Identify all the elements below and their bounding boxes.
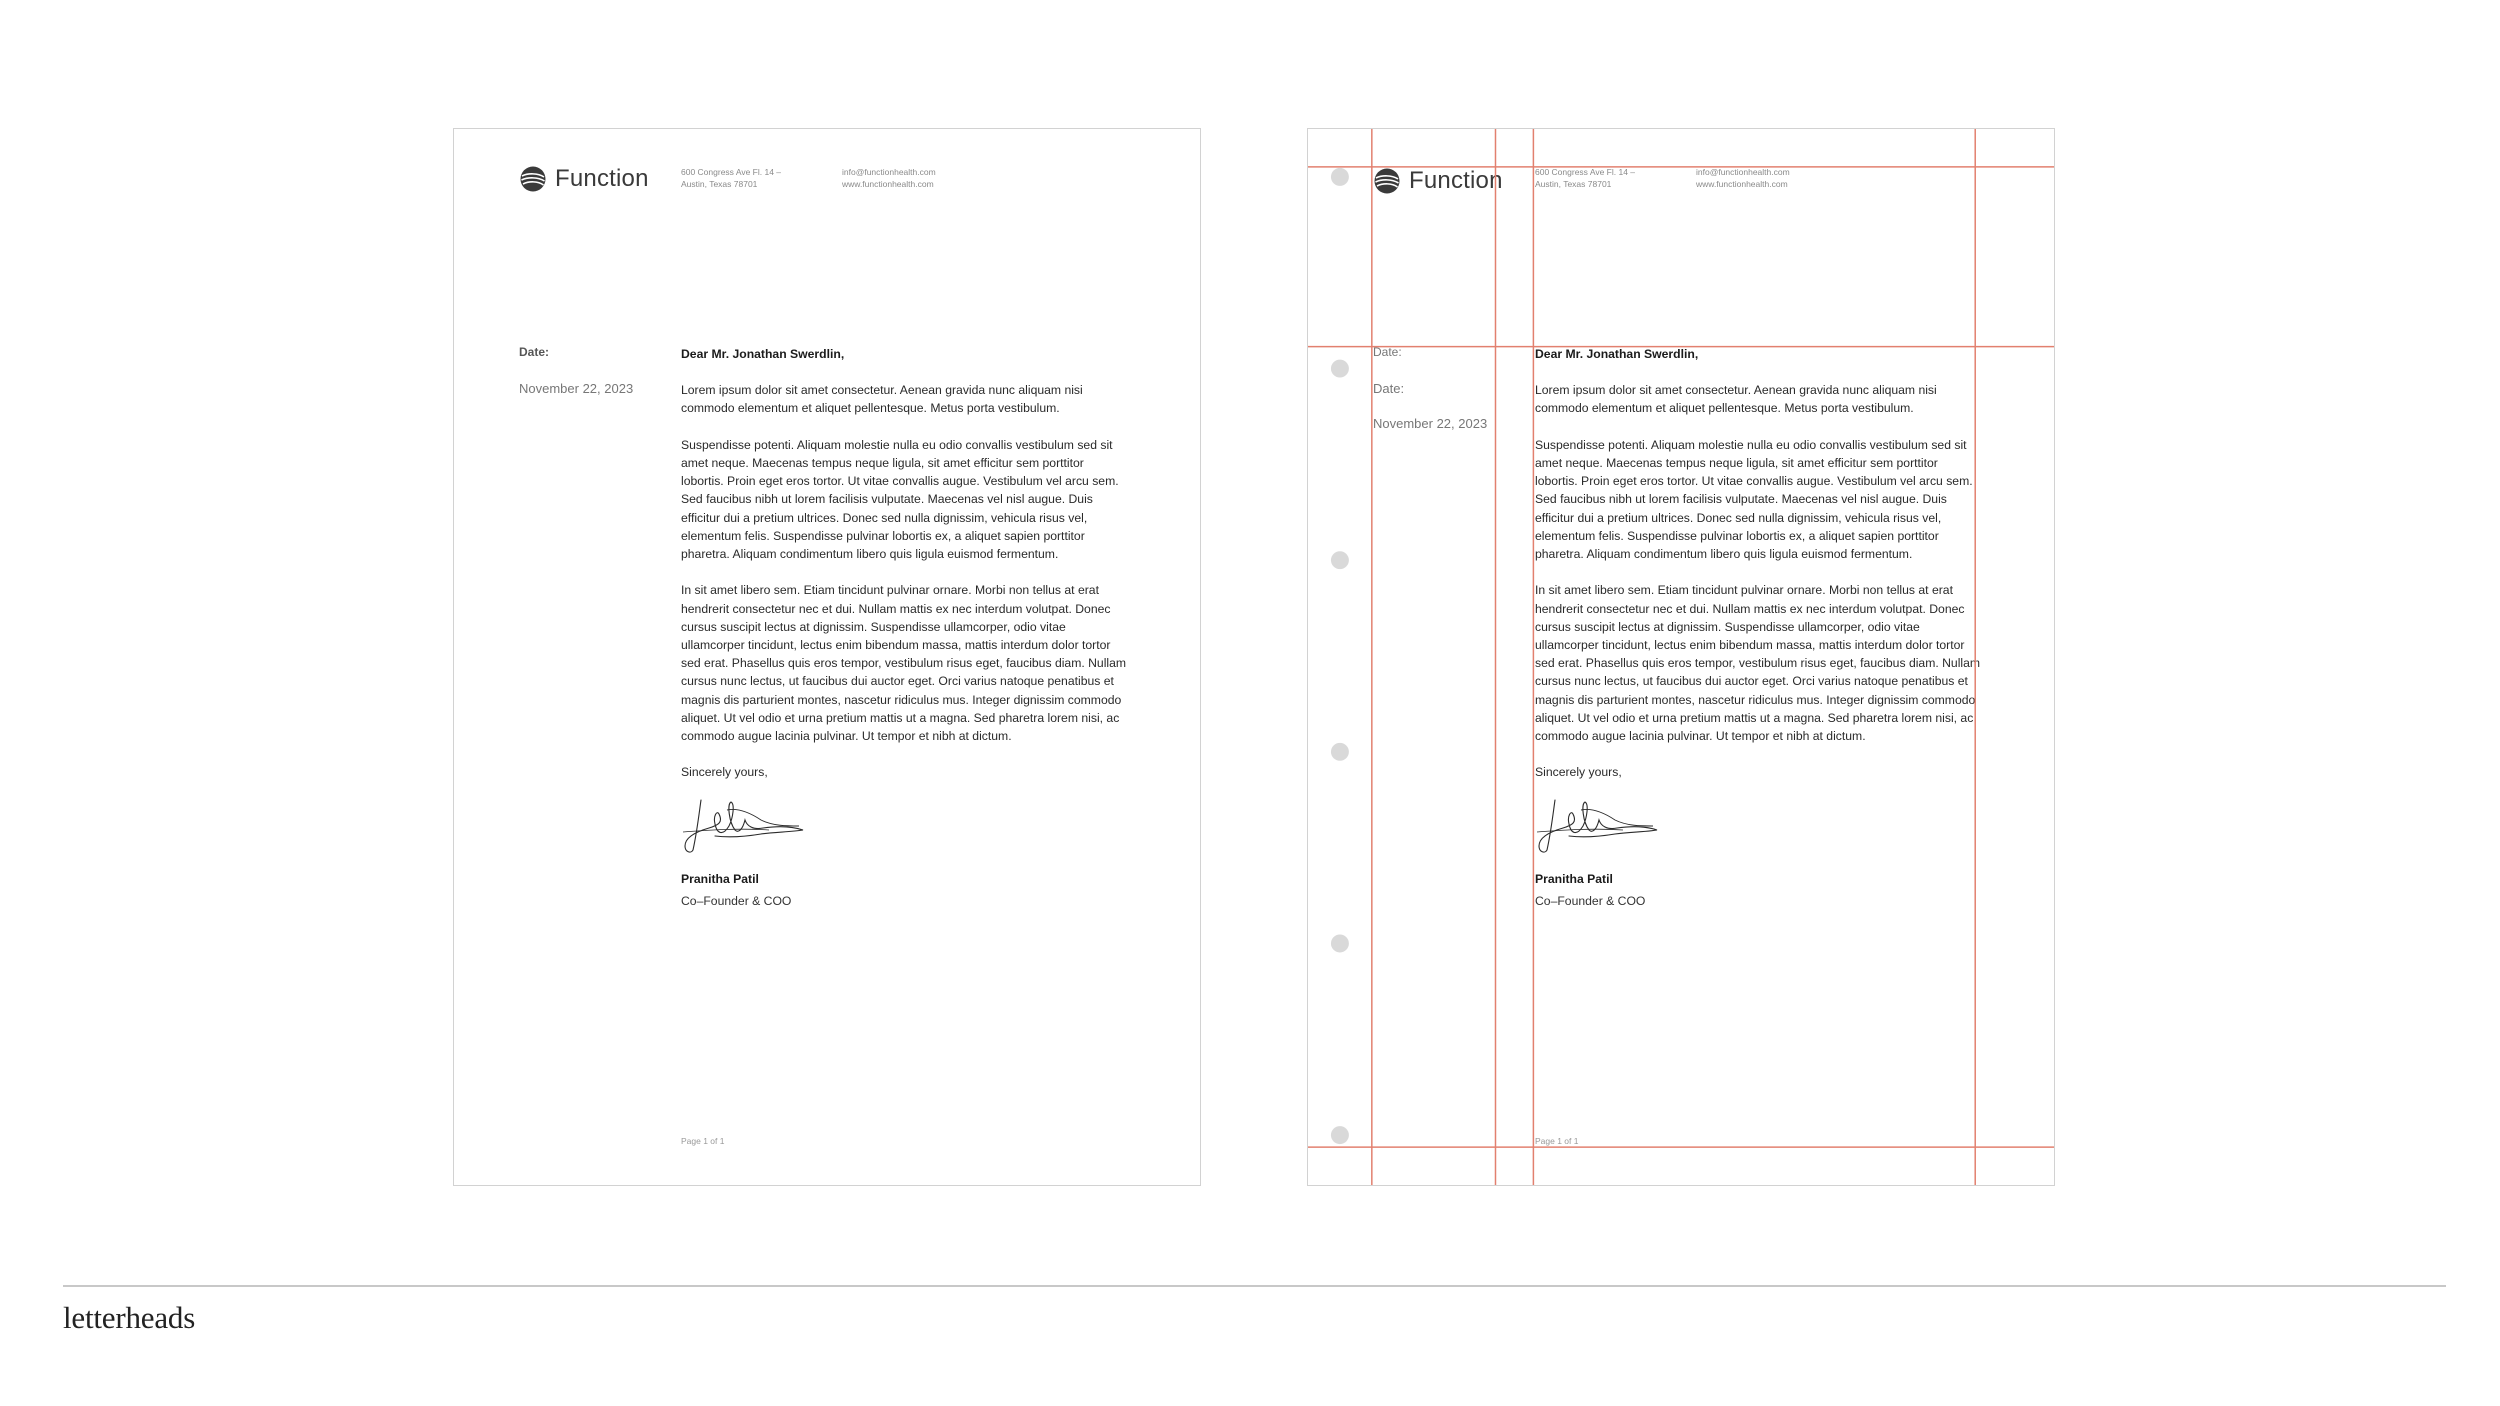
salutation: Dear Mr. Jonathan Swerdlin, <box>681 347 845 361</box>
signer-title: Co–Founder & COO <box>1535 893 1646 908</box>
page-number: Page 1 of 1 <box>681 1136 725 1146</box>
paragraph: Lorem ipsum dolor sit amet consectetur. Aenean gravida nunc aliquam nisi commodo elementum et aliquet pellentesque. Metus porta vestibulum. <box>1535 383 1937 416</box>
contact-block <box>1696 166 1790 190</box>
paragraph: Lorem ipsum dolor sit amet consectetur. Aenean gravida nunc aliquam nisi commodo elementum et aliquet pellentesque. Metus porta vestibulum. <box>681 383 1083 416</box>
brand-logo <box>519 165 649 193</box>
signer-name: Pranitha Patil <box>681 871 759 886</box>
address-line-2: Austin, Texas 78701 <box>681 179 758 189</box>
website-text: www.functionhealth.com <box>842 179 934 189</box>
email-text: info@functionhealth.com <box>1696 167 1790 177</box>
brand-name: Function <box>1409 167 1503 194</box>
section-caption: letterheads <box>63 1300 196 1335</box>
paragraph: In sit amet libero sem. Etiam tincidunt pulvinar ornare. Morbi non tellus at erat hendrerit consectetur nec et dui. Nullam mattis ex nec interdum volutpat. Donec cursus suscipit lectus at dignissim. Suspendisse ullamcorper, odio vitae ullamcorper tincidunt, lectus enim bibendum massa, mattis interdum dolor tortor sed erat. Phasellus quis eros tempor, vestibulum risus eget, faucibus diam. Nullam cursus nunc lectus, ut faucibus dui auctor eget. Orci varius natoque penatibus et magnis dis parturient montes, nascetur ridiculus mus. Integer dignissim commodo aliquet. Ut vel odio et urna pretium mattis ut a magna. Sed pharetra lorem nisi, ac commodo augue lacinia pulvinar. Ut tempor et nibh at dictum. <box>681 583 1127 744</box>
letter-body <box>681 345 1127 912</box>
punch-hole <box>1331 551 1349 569</box>
address-line-1: 600 Congress Ave Fl. 14 – <box>681 167 782 177</box>
paragraph: Suspendisse potenti. Aliquam molestie nulla eu odio convallis vestibulum sed sit amet neque. Maecenas tempus neque ligula, sit amet efficitur sem porttitor lobortis. Proin eget eros tortor. Ut vitae convallis augue. Vestibulum vel arcu sem. Sed faucibus nibh ut lorem facilisis vulputate. Maecenas vel nisl augue. Duis efficitur dui a pretium ultrices. Donec sed nulla dignissim, vehicula risus vel, elementum felis. Suspendisse pulvinar lobortis ex, a aliquet sapien porttitor pharetra. Aliquam condimentum libero quis ligula euismod fermentum. <box>1535 437 1973 562</box>
function-logo-icon <box>1373 167 1401 195</box>
letterhead-sheet-with-guides <box>1307 128 2055 1186</box>
email-text: info@functionhealth.com <box>842 167 936 177</box>
address-block <box>1535 166 1635 190</box>
signer-title: Co–Founder & COO <box>681 893 792 908</box>
signature-image <box>1533 792 1663 858</box>
paragraph: In sit amet libero sem. Etiam tincidunt pulvinar ornare. Morbi non tellus at erat hendrerit consectetur nec et dui. Nullam mattis ex nec interdum volutpat. Donec cursus suscipit lectus at dignissim. Suspendisse ullamcorper, odio vitae ullamcorper tincidunt, lectus enim bibendum massa, mattis interdum dolor tortor sed erat. Phasellus quis eros tempor, vestibulum risus eget, faucibus diam. Nullam cursus nunc lectus, ut faucibus dui auctor eget. Orci varius natoque penatibus et magnis dis parturient montes, nascetur ridiculus mus. Integer dignissim commodo aliquet. Ut vel odio et urna pretium mattis ut a magna. Sed pharetra lorem nisi, ac commodo augue lacinia pulvinar. Ut tempor et nibh at dictum. <box>1535 583 1981 744</box>
closing: Sincerely yours, <box>1535 765 1622 780</box>
letterhead-content <box>454 129 1200 1185</box>
punch-hole <box>1331 168 1349 186</box>
function-logo-icon <box>519 165 547 193</box>
paragraph: Suspendisse potenti. Aliquam molestie nulla eu odio convallis vestibulum sed sit amet neque. Maecenas tempus neque ligula, sit amet efficitur sem porttitor lobortis. Proin eget eros tortor. Ut vitae convallis augue. Vestibulum vel arcu sem. Sed faucibus nibh ut lorem facilisis vulputate. Maecenas vel nisl augue. Duis efficitur dui a pretium ultrices. Donec sed nulla dignissim, vehicula risus vel, elementum felis. Suspendisse pulvinar lobortis ex, a aliquet sapien porttitor pharetra. Aliquam condimentum libero quis ligula euismod fermentum. <box>681 437 1119 562</box>
address-block <box>681 166 781 190</box>
brand-logo <box>1373 167 1503 195</box>
date-value: November 22, 2023 <box>1373 416 1488 431</box>
page-number: Page 1 of 1 <box>1535 1136 1579 1146</box>
footer-divider <box>63 1285 2446 1287</box>
punch-hole <box>1331 360 1349 378</box>
address-line-1: 600 Congress Ave Fl. 14 – <box>1535 167 1636 177</box>
date-label: Date: <box>1373 381 1405 396</box>
date-label: Date: <box>1373 345 1402 359</box>
signer-name: Pranitha Patil <box>1535 871 1613 886</box>
date-value: November 22, 2023 <box>519 381 634 396</box>
signature-image <box>679 792 809 858</box>
letter-body <box>1535 345 1981 912</box>
contact-block <box>842 166 936 190</box>
letterhead-sheet <box>453 128 1201 1186</box>
punch-hole <box>1331 1126 1349 1144</box>
date-label: Date: <box>519 345 550 359</box>
punch-hole <box>1331 743 1349 761</box>
salutation: Dear Mr. Jonathan Swerdlin, <box>1535 347 1699 361</box>
website-text: www.functionhealth.com <box>1696 179 1788 189</box>
brand-name: Function <box>555 165 649 192</box>
closing: Sincerely yours, <box>681 765 768 780</box>
address-line-2: Austin, Texas 78701 <box>1535 179 1612 189</box>
letterhead-content <box>1308 129 2054 1185</box>
punch-hole <box>1331 934 1349 952</box>
